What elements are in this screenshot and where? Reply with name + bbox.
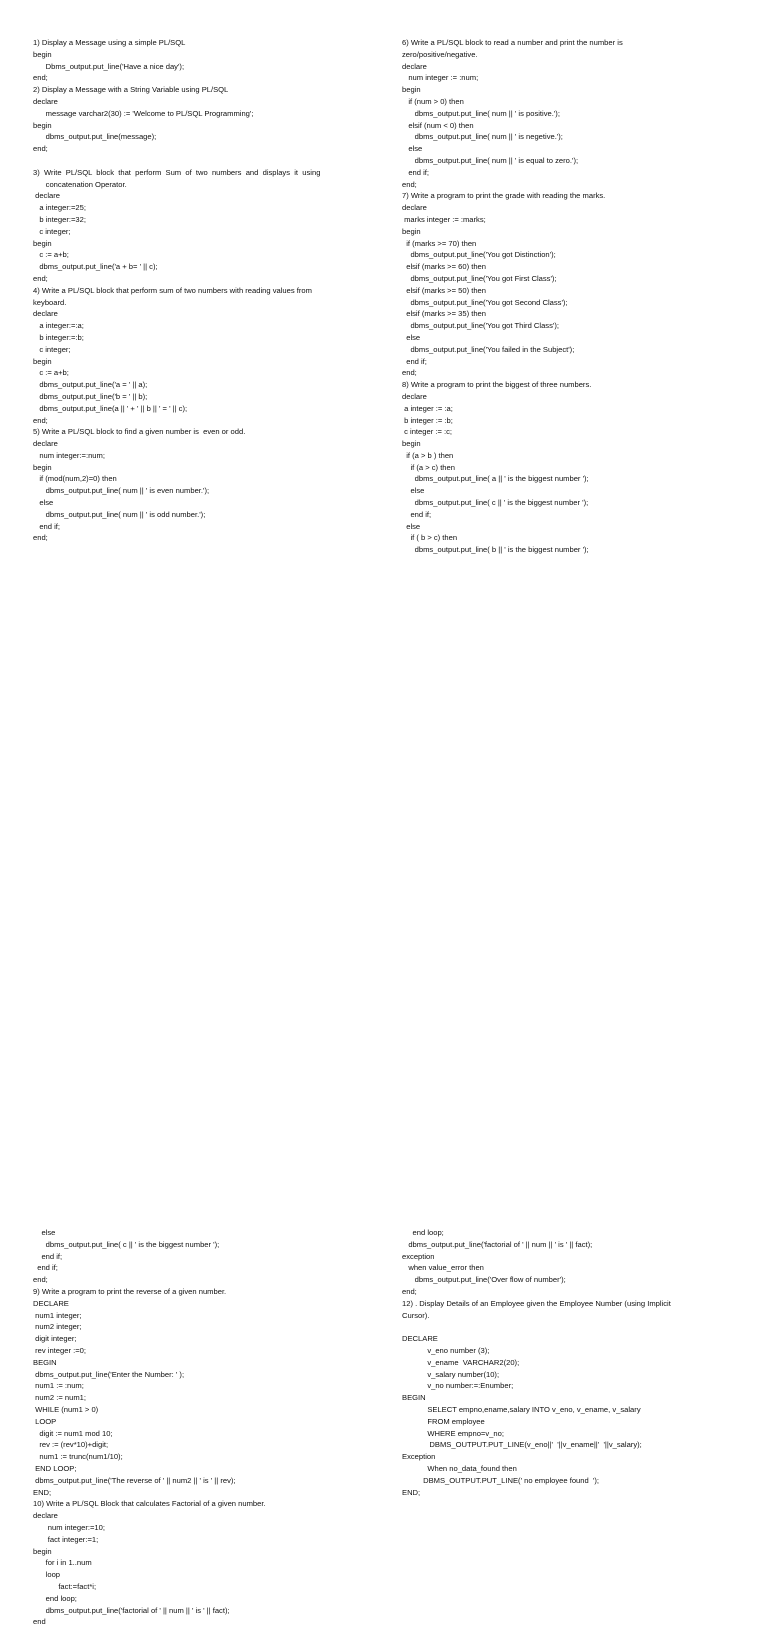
code-line: else [33, 1228, 56, 1237]
code-line: b integer:=:b; [33, 332, 84, 342]
code-line: end if; [33, 1251, 63, 1261]
code-line: when value_error then [402, 1263, 484, 1273]
code-line: end; [402, 179, 417, 189]
code-line: 9) Write a program to print the reverse of a given number. [33, 1286, 227, 1296]
code-line: c := a+b; [33, 368, 69, 378]
code-line: declare [33, 96, 58, 106]
code-line: begin [33, 238, 52, 248]
code-line: end loop; [402, 1228, 444, 1237]
code-line: v_salary number(10); [402, 1369, 500, 1379]
code-line: 4) Write a PL/SQL block that perform sum of two numbers with reading values from [33, 285, 312, 295]
code-line: declare [402, 203, 427, 213]
code-line: Dbms_output.put_line('Have a nice day'); [33, 61, 185, 71]
code-line: dbms_output.put_line('You got Distinction'); [402, 250, 556, 260]
code-line: dbms_output.put_line('factorial of ' || num || ' is ' || fact); [33, 1605, 230, 1615]
code-line: dbms_output.put_line('Enter the Number: ' ); [33, 1369, 185, 1379]
code-line: end if; [402, 167, 430, 177]
code-line: dbms_output.put_line(message); [33, 132, 157, 142]
code-line: num1 := :num; [33, 1381, 84, 1391]
code-line: a integer:=25; [33, 203, 86, 213]
code-line: DECLARE [33, 1298, 69, 1308]
code-line: c integer; [33, 226, 71, 236]
code-line: else [402, 144, 423, 154]
code-line: begin [33, 49, 52, 59]
code-line: end loop; [33, 1593, 77, 1603]
code-line: else [402, 521, 421, 531]
code-line: else [402, 332, 421, 342]
code-line: 5) Write a PL/SQL block to find a given number is even or odd. [33, 427, 246, 437]
code-line: num1 integer; [33, 1310, 82, 1320]
code-line: dbms_output.put_line( a || ' is the biggest number '); [402, 474, 589, 484]
code-line: END; [33, 1487, 52, 1497]
code-line: WHERE empno=v_no; [402, 1428, 504, 1438]
code-line: WHILE (num1 > 0) [33, 1404, 99, 1414]
code-line: v_eno number (3); [402, 1345, 490, 1355]
code-line: 10) Write a PL/SQL Block that calculates Factorial of a given number. [33, 1499, 266, 1509]
code-line: digit := num1 mod 10; [33, 1428, 113, 1438]
code-line: dbms_output.put_line('b = ' || b); [33, 391, 148, 401]
code-line: end; [33, 273, 48, 283]
code-line: exception [402, 1251, 435, 1261]
code-line: 7) Write a program to print the grade with reading the marks. [402, 191, 606, 201]
code-line: fact integer:=1; [33, 1534, 99, 1544]
code-line: if (a > c) then [402, 462, 455, 472]
code-line: BEGIN [402, 1393, 426, 1403]
code-line: num2 integer; [33, 1322, 82, 1332]
document-page-1 [0, 0, 768, 600]
code-line: zero/positive/negative. [402, 49, 478, 59]
code-line [402, 1321, 671, 1333]
code-line: dbms_output.put_line( b || ' is the biggest number '); [402, 545, 589, 555]
code-line: declare [33, 439, 58, 449]
code-line: elsif (marks >= 35) then [402, 309, 486, 319]
code-line: 6) Write a PL/SQL block to read a number and print the number is [402, 38, 623, 47]
code-line: DBMS_OUTPUT.PUT_LINE(v_eno||' '||v_ename||' '||v_salary); [402, 1440, 642, 1450]
code-line: elsif (marks >= 50) then [402, 285, 486, 295]
code-line: Exception [402, 1452, 436, 1462]
code-line: elsif (marks >= 60) then [402, 262, 486, 272]
code-line: else [33, 498, 54, 508]
code-line: begin [402, 439, 421, 449]
code-line: num integer:=:num; [33, 450, 105, 460]
code-line: begin [33, 356, 52, 366]
page2-right-column [402, 1227, 671, 1498]
code-line: dbms_output.put_line('You got First Class'); [402, 273, 557, 283]
code-line: end if; [33, 521, 61, 531]
code-line: DECLARE [402, 1334, 438, 1344]
code-line: b integer:=32; [33, 214, 86, 224]
code-line: SELECT empno,ename,salary INTO v_eno, v_ename, v_salary [402, 1404, 641, 1414]
code-line: begin [33, 1546, 52, 1556]
page1-left-column [33, 37, 320, 544]
code-line: c integer; [33, 344, 71, 354]
code-line: LOOP [33, 1416, 57, 1426]
code-line: end [33, 1617, 46, 1627]
code-line: end; [33, 415, 48, 425]
code-line: for i in 1..num [33, 1558, 92, 1568]
code-line: dbms_output.put_line('factorial of ' || num || ' is ' || fact); [402, 1239, 593, 1249]
code-line: 1) Display a Message using a simple PL/SQL [33, 38, 186, 47]
code-line: rev := (rev*10)+digit; [33, 1440, 109, 1450]
code-line: c := a+b; [33, 250, 69, 260]
code-line: v_ename VARCHAR2(20); [402, 1357, 520, 1367]
code-line: num1 := trunc(num1/10); [33, 1452, 123, 1462]
code-line: declare [33, 191, 61, 201]
page2-left-column [33, 1227, 266, 1628]
code-line: dbms_output.put_line('You got Third Class'); [402, 321, 559, 331]
code-line: END LOOP; [33, 1463, 77, 1473]
code-line: dbms_output.put_line( num || ' is even number.'); [33, 486, 210, 496]
code-line: BEGIN [33, 1357, 57, 1367]
code-line: FROM employee [402, 1416, 485, 1426]
code-line: if (mod(num,2)=0) then [33, 474, 117, 484]
code-line: declare [33, 1511, 58, 1521]
code-line: loop [33, 1570, 61, 1580]
code-line: b integer := :b; [402, 415, 453, 425]
code-line: end; [33, 1275, 48, 1285]
code-line: dbms_output.put_line('a = ' || a); [33, 380, 148, 390]
code-line: declare [33, 309, 58, 319]
code-line: dbms_output.put_line( num || ' is equal to zero.'); [402, 155, 579, 165]
code-line: if (num > 0) then [402, 96, 464, 106]
code-line: concatenation Operator. [33, 179, 127, 189]
code-line: if ( b > c) then [402, 533, 458, 543]
code-line: begin [33, 462, 52, 472]
code-line: a integer := :a; [402, 403, 453, 413]
code-line: a integer:=:a; [33, 321, 84, 331]
code-line: begin [402, 226, 421, 236]
code-line: dbms_output.put_line( num || ' is positive.'); [402, 108, 560, 118]
code-line: 12) . Display Details of an Employee given the Employee Number (using Implicit [402, 1298, 671, 1308]
code-line: dbms_output.put_line('You failed in the Subject'); [402, 344, 575, 354]
code-line: begin [33, 120, 52, 130]
code-line: message varchar2(30) := 'Welcome to PL/SQL Programming'; [33, 108, 254, 118]
code-line: 2) Display a Message with a String Variable using PL/SQL [33, 85, 229, 95]
code-line: end if; [33, 1263, 58, 1273]
code-line: num integer:=10; [33, 1522, 105, 1532]
code-line: dbms_output.put_line( c || ' is the biggest number '); [402, 498, 589, 508]
code-line [33, 155, 320, 167]
code-line: marks integer := :marks; [402, 214, 486, 224]
code-line: dbms_output.put_line(a || ' + ' || b || ' = ' || c); [33, 403, 188, 413]
code-line: if (marks >= 70) then [402, 238, 477, 248]
code-line: 3) Write PL/SQL block that perform Sum of two numbers and displays it using [33, 167, 321, 177]
code-line: c integer := :c; [402, 427, 453, 437]
code-line: dbms_output.put_line( num || ' is odd number.'); [33, 509, 206, 519]
code-line: else [402, 486, 425, 496]
code-line: keyboard. [33, 297, 67, 307]
code-line: dbms_output.put_line('You got Second Class'); [402, 297, 568, 307]
code-line: dbms_output.put_line('The reverse of ' || num2 || ' is ' || rev); [33, 1475, 236, 1485]
code-line: fact:=fact*i; [33, 1581, 97, 1591]
code-line: num integer := :num; [402, 73, 479, 83]
code-line: 8) Write a program to print the biggest of three numbers. [402, 380, 592, 390]
code-line: declare [402, 391, 427, 401]
code-line: end; [402, 1286, 417, 1296]
code-line: if (a > b ) then [402, 450, 454, 460]
code-line: DBMS_OUTPUT.PUT_LINE(' no employee found '); [402, 1475, 600, 1485]
code-line: end if; [402, 356, 427, 366]
code-line: end if; [402, 509, 432, 519]
code-line: rev integer :=0; [33, 1345, 86, 1355]
code-line: begin [402, 85, 421, 95]
code-line: dbms_output.put_line('a + b= ' || c); [33, 262, 158, 272]
code-line: v_no number:=:Enumber; [402, 1381, 514, 1391]
code-line: declare [402, 61, 427, 71]
code-line: end; [33, 144, 48, 154]
code-line: Cursor). [402, 1310, 430, 1320]
code-line: end; [33, 73, 48, 83]
code-line: dbms_output.put_line('Over flow of number'); [402, 1275, 566, 1285]
code-line: When no_data_found then [402, 1463, 517, 1473]
code-line: digit integer; [33, 1334, 77, 1344]
code-line: END; [402, 1487, 421, 1497]
code-line: num2 := num1; [33, 1393, 86, 1403]
page1-right-column [402, 37, 623, 556]
code-line: end; [33, 533, 48, 543]
code-line: dbms_output.put_line( num || ' is negetive.'); [402, 132, 563, 142]
code-line: end; [402, 368, 417, 378]
code-line: dbms_output.put_line( c || ' is the biggest number '); [33, 1239, 220, 1249]
document-page-2 [0, 600, 768, 1627]
code-line: elsif (num < 0) then [402, 120, 474, 130]
